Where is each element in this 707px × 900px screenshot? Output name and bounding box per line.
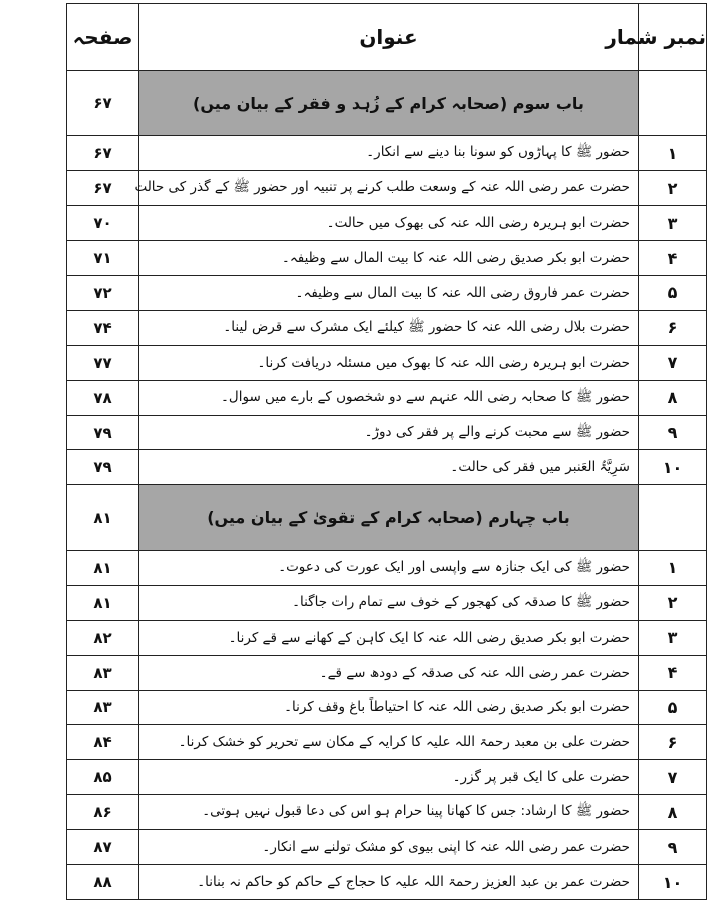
row-page: ۷۰ xyxy=(67,206,139,241)
row-page: ۶۷ xyxy=(67,171,139,206)
row-page: ۷۸ xyxy=(67,380,139,415)
row-title: حضرت عمر فاروق رضی اللہ عنہ کا بیت المال سے وظیفہ۔ xyxy=(139,276,639,311)
row-title: حضور ﷺ سے محبت کرنے والے پر فقر کی دوڑ۔ xyxy=(139,415,639,450)
table-row xyxy=(67,690,707,725)
row-page: ۷۴ xyxy=(67,310,139,345)
row-title: حضرت علی کا ایک قبر پر گزر۔ xyxy=(139,760,639,795)
row-page: ۸۴ xyxy=(67,725,139,760)
row-title: حضرت عمر رضی اللہ عنہ کے وسعت طلب کرنے پر تنبیہ اور حضور ﷺ کے گذر کی حالت xyxy=(139,171,639,206)
section-header-row xyxy=(67,485,707,551)
row-page: ۷۹ xyxy=(67,415,139,450)
row-title: حضور ﷺ کا صحابہ رضی اللہ عنہم سے دو شخصوں کے بارے میں سوال۔ xyxy=(139,380,639,415)
table-row xyxy=(67,655,707,690)
section-page: ۸۱ xyxy=(67,485,139,551)
table-row xyxy=(67,760,707,795)
row-title: حضرت علی بن معبد رحمۃ اللہ علیہ کا کرایہ کے مکان سے تحریر کو خشک کرنا۔ xyxy=(139,725,639,760)
table-row xyxy=(67,380,707,415)
table-row xyxy=(67,136,707,171)
row-title: حضور ﷺ کا پہاڑوں کو سونا بنا دینے سے انکار۔ xyxy=(139,136,639,171)
row-number: ۴ xyxy=(639,241,707,276)
table-row xyxy=(67,585,707,620)
row-number: ۳ xyxy=(639,620,707,655)
row-number: ۲ xyxy=(639,171,707,206)
table-row xyxy=(67,171,707,206)
row-number: ۵ xyxy=(639,690,707,725)
row-page: ۸۶ xyxy=(67,795,139,830)
row-number: ۷ xyxy=(639,760,707,795)
row-page: ۶۷ xyxy=(67,136,139,171)
row-number: ۳ xyxy=(639,206,707,241)
row-title: سَرِیَّۃُ العَنبر میں فقر کی حالت۔ xyxy=(139,450,639,485)
row-page: ۷۷ xyxy=(67,345,139,380)
index-table xyxy=(66,3,707,900)
row-page: ۷۲ xyxy=(67,276,139,311)
row-title: حضرت بلال رضی اللہ عنہ کا حضور ﷺ کیلئے ایک مشرک سے قرض لینا۔ xyxy=(139,310,639,345)
row-title: حضرت ابو بکر صدیق رضی اللہ عنہ کا احتیاطاً باغ وقف کرنا۔ xyxy=(139,690,639,725)
table-row xyxy=(67,795,707,830)
row-page: ۸۱ xyxy=(67,585,139,620)
table-row xyxy=(67,550,707,585)
row-page: ۸۳ xyxy=(67,690,139,725)
row-page: ۸۲ xyxy=(67,620,139,655)
serial-header: نمبر شمار xyxy=(639,4,707,71)
row-title: حضرت ابو بکر صدیق رضی اللہ عنہ کا ایک کاہن کے کھانے سے قے کرنا۔ xyxy=(139,620,639,655)
row-page: ۸۸ xyxy=(67,865,139,900)
table-row xyxy=(67,620,707,655)
row-page: ۷۹ xyxy=(67,450,139,485)
row-number: ۹ xyxy=(639,830,707,865)
table-row xyxy=(67,450,707,485)
section-serial-cell xyxy=(639,485,707,551)
section-header-row xyxy=(67,70,707,136)
table-row xyxy=(67,310,707,345)
row-number: ۲ xyxy=(639,585,707,620)
table-row xyxy=(67,276,707,311)
row-page: ۸۵ xyxy=(67,760,139,795)
row-number: ۴ xyxy=(639,655,707,690)
table-row xyxy=(67,206,707,241)
page-header: صفحہ xyxy=(67,4,139,71)
table-row xyxy=(67,725,707,760)
row-title: حضرت عمر بن عبد العزیز رحمۃ اللہ علیہ کا حجاج کے حاکم کو حاکم نہ بنانا۔ xyxy=(139,865,639,900)
row-number: ۱ xyxy=(639,136,707,171)
row-page: ۸۳ xyxy=(67,655,139,690)
section-page: ۶۷ xyxy=(67,70,139,136)
row-number: ۱۰ xyxy=(639,450,707,485)
row-title: حضرت ابو ہریرہ رضی اللہ عنہ کی بھوک میں حالت۔ xyxy=(139,206,639,241)
title-header: عنوان xyxy=(139,4,639,71)
row-number: ۹ xyxy=(639,415,707,450)
section-serial-cell xyxy=(639,70,707,136)
row-number: ۸ xyxy=(639,795,707,830)
row-number: ۱ xyxy=(639,550,707,585)
row-page: ۷۱ xyxy=(67,241,139,276)
table-row xyxy=(67,241,707,276)
section-title: باب سوم (صحابہ کرام کے زُہد و فقر کے بیان میں) xyxy=(139,70,639,136)
row-number: ۵ xyxy=(639,276,707,311)
row-title: حضرت عمر رضی اللہ عنہ کا اپنی بیوی کو مشک تولنے سے انکار۔ xyxy=(139,830,639,865)
row-page: ۸۱ xyxy=(67,550,139,585)
row-number: ۸ xyxy=(639,380,707,415)
row-number: ۷ xyxy=(639,345,707,380)
row-number: ۶ xyxy=(639,310,707,345)
header-row xyxy=(67,4,707,71)
table-row xyxy=(67,865,707,900)
row-title: حضور ﷺ کا ارشاد: جس کا کھانا پینا حرام ہو اس کی دعا قبول نہیں ہوتی۔ xyxy=(139,795,639,830)
row-title: حضور ﷺ کی ایک جنازہ سے واپسی اور ایک عورت کی دعوت۔ xyxy=(139,550,639,585)
row-number: ۱۰ xyxy=(639,865,707,900)
row-number: ۶ xyxy=(639,725,707,760)
table-row xyxy=(67,415,707,450)
table-row xyxy=(67,830,707,865)
row-title: حضرت عمر رضی اللہ عنہ کی صدقہ کے دودھ سے قے۔ xyxy=(139,655,639,690)
row-page: ۸۷ xyxy=(67,830,139,865)
row-title: حضرت ابو بکر صدیق رضی اللہ عنہ کا بیت المال سے وظیفہ۔ xyxy=(139,241,639,276)
table-row xyxy=(67,345,707,380)
row-title: حضور ﷺ کا صدقہ کی کھجور کے خوف سے تمام رات جاگنا۔ xyxy=(139,585,639,620)
row-title: حضرت ابو ہریرہ رضی اللہ عنہ کا بھوک میں مسئلہ دریافت کرنا۔ xyxy=(139,345,639,380)
section-title: باب چہارم (صحابہ کرام کے تقویٰ کے بیان میں) xyxy=(139,485,639,551)
